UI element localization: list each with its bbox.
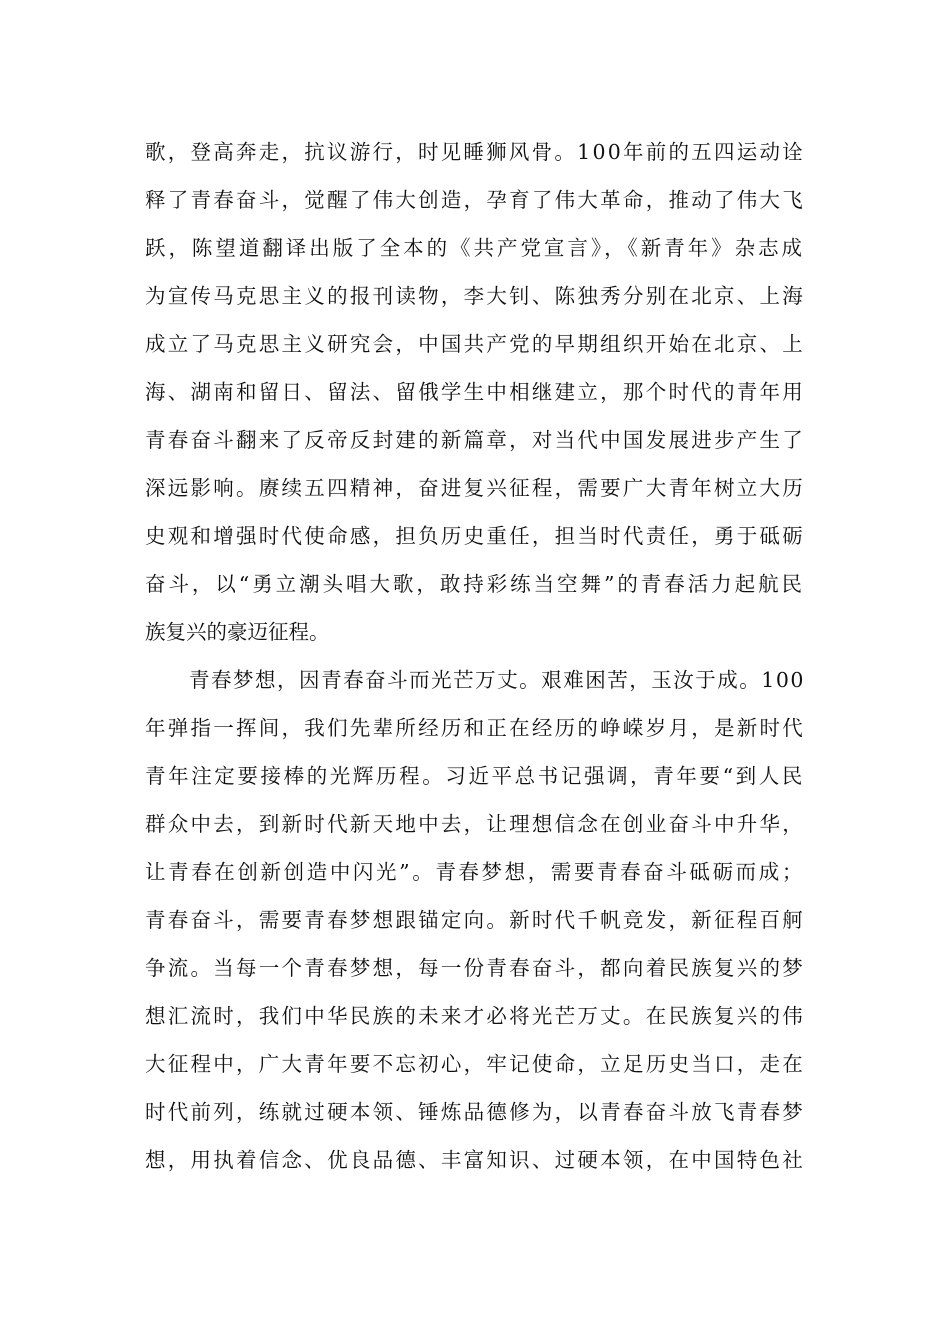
text-line: 深远影响。赓续五四精神，奋进复兴征程，需要广大青年树立大历: [145, 476, 805, 500]
text-line: 族复兴的豪迈征程。: [145, 620, 330, 644]
text-line: 时代前列，练就过硬本领、锤炼品德修为，以青春奋斗放飞青春梦: [145, 1100, 805, 1124]
text-line: 想，用执着信念、优良品德、丰富知识、过硬本领，在中国特色社: [145, 1148, 805, 1172]
text-line: 为宣传马克思主义的报刊读物，李大钊、陈独秀分别在北京、上海: [145, 284, 805, 308]
text-line: 年弹指一挥间，我们先辈所经历和正在经历的峥嵘岁月，是新时代: [145, 716, 805, 740]
body-text: [145, 128, 805, 1184]
text-line: 争流。当每一个青春梦想，每一份青春奋斗，都向着民族复兴的梦: [145, 956, 805, 980]
text-line: 史观和增强时代使命感，担负历史重任，担当时代责任，勇于砥砺: [145, 524, 805, 548]
text-line: 歌，登高奔走，抗议游行，时见睡狮风骨。100年前的五四运动诠: [145, 140, 805, 164]
text-line: 想汇流时，我们中华民族的未来才必将光芒万丈。在民族复兴的伟: [145, 1004, 805, 1028]
paragraph: [145, 656, 805, 1184]
text-line: 青春奋斗，需要青春梦想跟锚定向。新时代千帆竞发，新征程百舸: [145, 908, 805, 932]
text-line: 跃，陈望道翻译出版了全本的《共产党宣言》，《新青年》杂志成: [145, 236, 805, 260]
text-line: 释了青春奋斗，觉醒了伟大创造，孕育了伟大革命，推动了伟大飞: [145, 188, 805, 212]
text-line: 大征程中，广大青年要不忘初心，牢记使命，立足历史当口，走在: [145, 1052, 805, 1076]
text-line: 群众中去，到新时代新天地中去，让理想信念在创业奋斗中升华，: [145, 812, 805, 836]
text-line: 青年注定要接棒的光辉历程。习近平总书记强调，青年要“到人民: [145, 764, 805, 788]
text-line: 让青春在创新创造中闪光”。青春梦想，需要青春奋斗砥砺而成；: [145, 860, 805, 884]
text-line: 青春奋斗翻来了反帝反封建的新篇章，对当代中国发展进步产生了: [145, 428, 805, 452]
text-line: 青春梦想，因青春奋斗而光芒万丈。艰难困苦，玉汝于成。100: [189, 668, 805, 692]
paragraph: [145, 128, 805, 656]
text-line: 海、湖南和留日、留法、留俄学生中相继建立，那个时代的青年用: [145, 380, 805, 404]
text-line: 成立了马克思主义研究会，中国共产党的早期组织开始在北京、上: [145, 332, 805, 356]
text-line: 奋斗，以“勇立潮头唱大歌，敢持彩练当空舞”的青春活力起航民: [145, 572, 805, 596]
